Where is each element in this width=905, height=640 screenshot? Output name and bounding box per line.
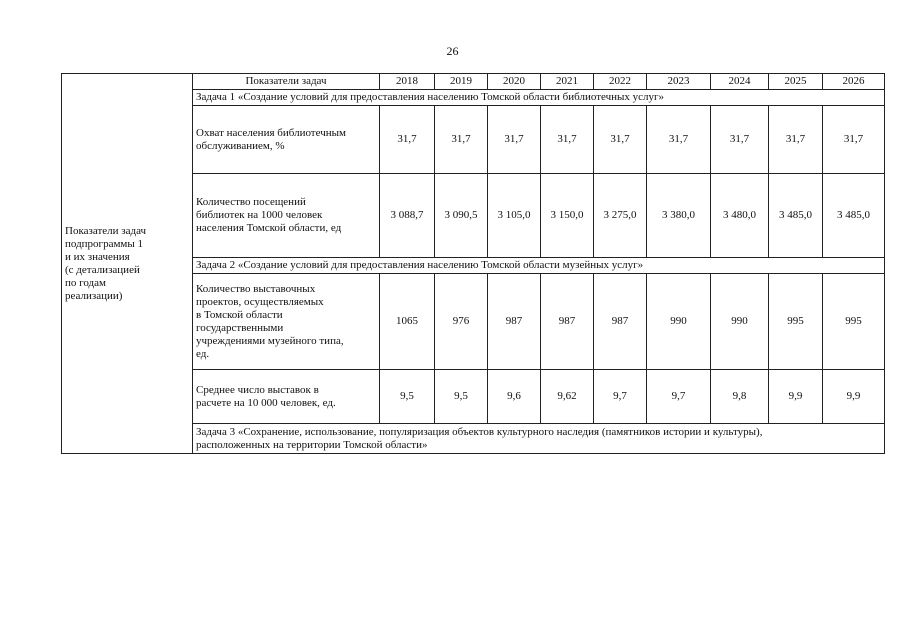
value-cell: 31,7 xyxy=(380,106,435,174)
indicator-label-line: Охват населения библиотечным xyxy=(196,126,346,139)
value-cell: 9,5 xyxy=(380,370,435,424)
value-cell: 3 088,7 xyxy=(380,174,435,258)
header-year: 2024 xyxy=(711,74,769,90)
side-label-line: и их значения xyxy=(65,250,130,263)
indicator-label-line: Количество выставочных xyxy=(196,282,316,295)
value-cell: 9,9 xyxy=(769,370,823,424)
header-year: 2018 xyxy=(380,74,435,90)
value-cell: 3 105,0 xyxy=(488,174,541,258)
indicator-label xyxy=(193,370,380,424)
value-cell: 31,7 xyxy=(541,106,594,174)
indicator-label-line: в Томской области xyxy=(196,308,283,321)
task3-title xyxy=(193,424,885,454)
header-year: 2020 xyxy=(488,74,541,90)
header-row xyxy=(62,74,885,90)
header-year: 2026 xyxy=(823,74,885,90)
value-cell: 3 275,0 xyxy=(594,174,647,258)
indicator-label-line: населения Томской области, ед xyxy=(196,222,342,234)
value-cell: 31,7 xyxy=(594,106,647,174)
value-cell: 9,7 xyxy=(647,370,711,424)
value-cell: 990 xyxy=(711,274,769,370)
indicator-label-line: обслуживанием, % xyxy=(196,139,285,152)
task2-title: Задача 2 «Создание условий для предоставления населению Томской области музейных услуг» xyxy=(193,258,885,274)
value-cell: 987 xyxy=(541,274,594,370)
value-cell: 976 xyxy=(435,274,488,370)
value-cell: 3 150,0 xyxy=(541,174,594,258)
page-number: 26 xyxy=(446,44,459,58)
indicator-label-line: библиотек на 1000 человек xyxy=(196,209,323,221)
value-cell: 31,7 xyxy=(488,106,541,174)
value-cell: 3 380,0 xyxy=(647,174,711,258)
indicator-label-line: расчете на 10 000 человек, ед. xyxy=(196,396,336,409)
indicator-label-line: государственными xyxy=(196,321,284,334)
value-cell: 990 xyxy=(647,274,711,370)
value-cell: 31,7 xyxy=(435,106,488,174)
header-year: 2021 xyxy=(541,74,594,90)
indicator-label xyxy=(193,274,380,370)
task3-title-line: расположенных на территории Томской области» xyxy=(196,438,428,451)
value-cell: 995 xyxy=(769,274,823,370)
side-label-line: подпрограммы 1 xyxy=(65,237,144,250)
value-cell: 31,7 xyxy=(823,106,885,174)
value-cell: 3 090,5 xyxy=(435,174,488,258)
value-cell: 9,7 xyxy=(594,370,647,424)
header-year: 2022 xyxy=(594,74,647,90)
value-cell: 995 xyxy=(823,274,885,370)
indicator-label-line: ед. xyxy=(196,347,210,360)
indicators-table xyxy=(61,73,885,454)
value-cell: 9,5 xyxy=(435,370,488,424)
value-cell: 1065 xyxy=(380,274,435,370)
side-label-line: по годам xyxy=(65,276,106,289)
header-year: 2019 xyxy=(435,74,488,90)
indicator-label-line: учреждениями музейного типа, xyxy=(196,334,344,347)
value-cell: 987 xyxy=(488,274,541,370)
value-cell: 31,7 xyxy=(711,106,769,174)
value-cell: 987 xyxy=(594,274,647,370)
value-cell: 3 485,0 xyxy=(823,174,885,258)
value-cell: 9,6 xyxy=(488,370,541,424)
indicator-label-line: Среднее число выставок в xyxy=(196,383,319,396)
value-cell: 9,8 xyxy=(711,370,769,424)
value-cell: 3 485,0 xyxy=(769,174,823,258)
side-label-line: реализации) xyxy=(65,289,123,302)
value-cell: 3 480,0 xyxy=(711,174,769,258)
indicator-label xyxy=(193,106,380,174)
value-cell: 9,62 xyxy=(541,370,594,424)
indicator-label xyxy=(193,174,380,258)
indicator-label-line: Количество посещений xyxy=(196,196,306,208)
value-cell: 31,7 xyxy=(647,106,711,174)
header-year: 2023 xyxy=(647,74,711,90)
value-cell: 31,7 xyxy=(769,106,823,174)
side-label-line: Показатели задач xyxy=(65,224,147,237)
header-indicators: Показатели задач xyxy=(193,74,380,90)
header-year: 2025 xyxy=(769,74,823,90)
side-label-line: (с детализацией xyxy=(65,263,140,276)
value-cell: 9,9 xyxy=(823,370,885,424)
task1-title: Задача 1 «Создание условий для предоставления населению Томской области библиотечных услуг» xyxy=(193,90,885,106)
task3-title-line: Задача 3 «Сохранение, использование, популяризация объектов культурного наследия (памятников истории и культуры), xyxy=(196,425,763,438)
side-label-cell xyxy=(62,74,193,454)
indicator-label-line: проектов, осуществляемых xyxy=(196,295,324,308)
